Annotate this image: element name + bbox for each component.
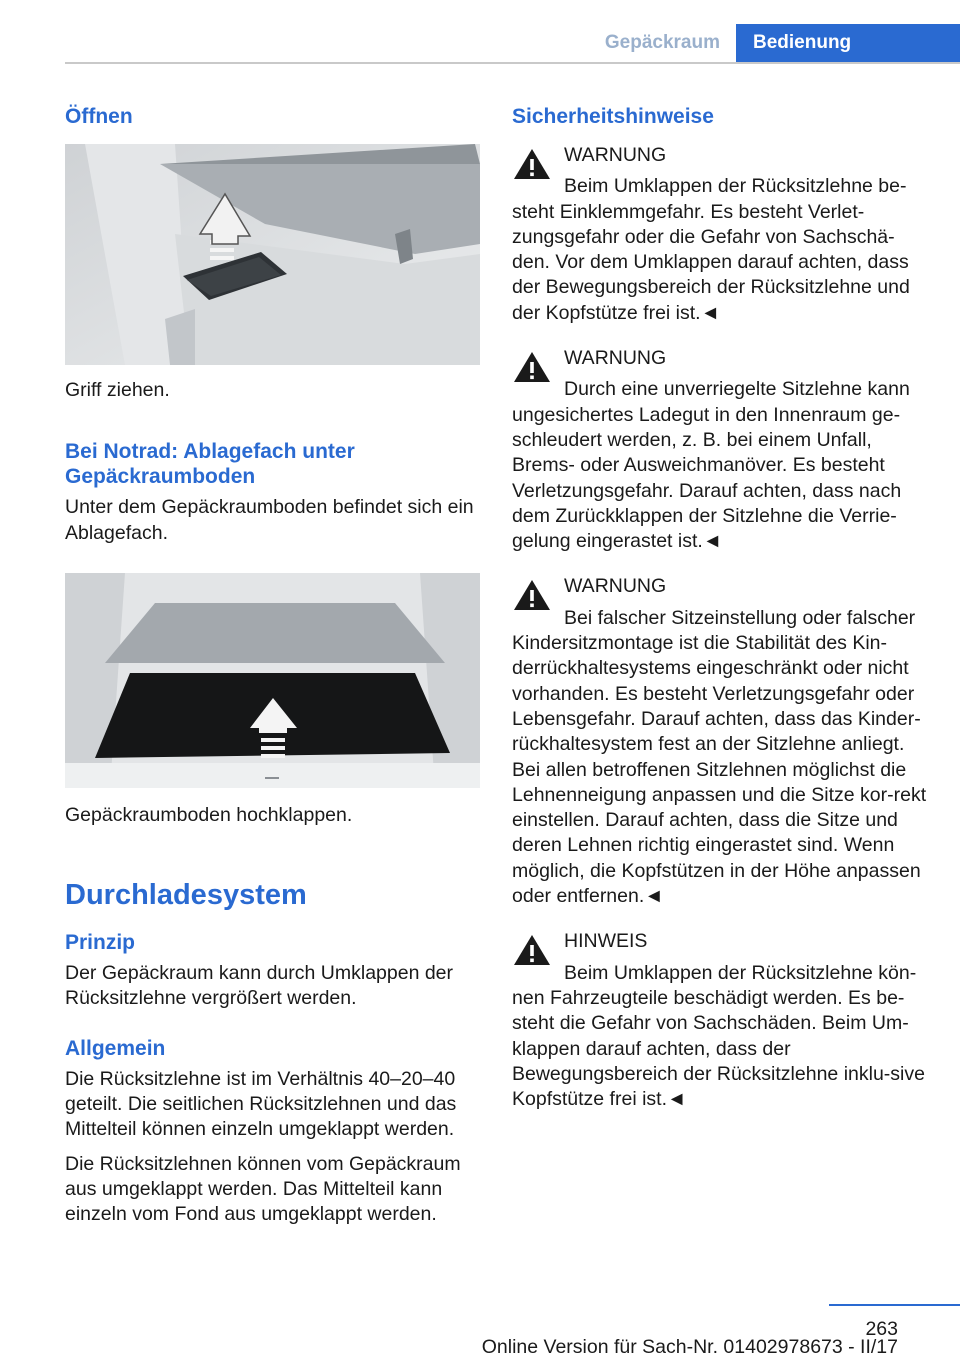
safety-heading: Sicherheitshinweise bbox=[512, 105, 714, 128]
warning-triangle-icon bbox=[512, 578, 552, 612]
notice-first-line: Bei falscher Sitzeinstellung oder falscher bbox=[564, 606, 916, 629]
section-tab: Gepäckraum bbox=[604, 32, 720, 53]
page-footer bbox=[0, 1300, 960, 1362]
notice-first-line: Beim Umklappen der Rücksitzlehne be- bbox=[564, 175, 907, 198]
notice-label: WARNUNG bbox=[564, 575, 667, 598]
notice-rest: ungesichertes Ladegut in den Innenraum ge-schleudert werden, z. B. bei einem Unfall, Brems- oder Ausweichmanöver. Es besteht Verletzungsgefahr. Darauf achten, dass nach dem Zurückklappen der Sitzlehne die Verrie-gelung eingerastet ist.◄ bbox=[512, 403, 902, 553]
notice-2 bbox=[512, 346, 927, 554]
footer-rule bbox=[829, 1304, 960, 1306]
warning-triangle-icon bbox=[512, 147, 552, 181]
notice-4 bbox=[512, 929, 927, 1112]
notice-rest: nen Fahrzeugteile beschädigt werden. Es be-steht die Gefahr von Sachschäden. Beim Um-klappen darauf achten, dass der Bewegungsbereich der Rücksitzlehne inklu-sive Kopfstütze frei ist.◄ bbox=[512, 986, 925, 1111]
warning-triangle-icon bbox=[512, 933, 552, 967]
notice-1 bbox=[512, 143, 927, 326]
general-heading: Allgemein bbox=[65, 1036, 166, 1060]
open-heading: Öffnen bbox=[65, 105, 133, 128]
chapter-tab: Bedienung bbox=[736, 24, 960, 64]
right-column bbox=[512, 100, 927, 1112]
general-text-2: Die Rücksitzlehnen können vom Gepäckraum aus umgeklappt werden. Das Mittelteil kann einzeln vom Fond aus umgeklappt werden. bbox=[65, 1152, 461, 1226]
open-caption: Griff ziehen. bbox=[65, 379, 170, 401]
general-text-1: Die Rücksitzlehne ist im Verhältnis 40–20–40 geteilt. Die seitlichen Rücksitzlehnen und das Mittelteil können einzeln umgeklappt werden. bbox=[65, 1067, 457, 1141]
notice-first-line: Beim Umklappen der Rücksitzlehne kön- bbox=[564, 961, 917, 984]
notice-label: WARNUNG bbox=[564, 347, 667, 370]
notice-text bbox=[512, 961, 927, 1113]
trunk-floor-photo bbox=[65, 573, 480, 788]
page-number: 263 bbox=[865, 1318, 898, 1340]
version-note: Online Version für Sach-Nr. 01402978673 - II/17 bbox=[481, 1336, 898, 1358]
principle-heading: Prinzip bbox=[65, 931, 136, 955]
notice-rest: Kindersitzmontage ist die Stabilität des Kin-derrückhaltesystems eingeschränkt oder nicht vorhanden. Es besteht Verletzungsgefahr oder Lebensgefahr. Darauf achten, dass das Kinder-rückhaltesystem fest an der Sitzlehne anliegt. Bei allen betroffenen Sitzlehnen möglichst die Lehnenneigung anpassen und die Sitze kor-rekt einstellen. Darauf achten, dass die Sitze und deren Lehnen richtig eingerastet sind. Wenn möglich, die Kopfstützen in der Höhe anpassen oder entfernen.◄ bbox=[512, 632, 927, 908]
notice-label: HINWEIS bbox=[564, 930, 648, 953]
notice-label: WARNUNG bbox=[564, 144, 667, 166]
notice-text bbox=[512, 377, 927, 554]
trunk-handle-photo bbox=[65, 144, 480, 365]
warning-triangle-icon bbox=[512, 350, 552, 384]
emergency-heading: Bei Notrad: Ablagefach unter Gepäckraumboden bbox=[65, 440, 355, 489]
notice-first-line: Durch eine unverriegelte Sitzlehne kann bbox=[564, 378, 910, 401]
emergency-text: Unter dem Gepäckraumboden befindet sich ein Ablagefach. bbox=[65, 496, 474, 544]
principle-text: Der Gepäckraum kann durch Umklappen der Rücksitzlehne vergrößert werden. bbox=[65, 962, 454, 1010]
notice-text bbox=[512, 606, 927, 910]
header-rule bbox=[65, 62, 960, 64]
page-header bbox=[65, 24, 960, 64]
notice-3 bbox=[512, 574, 927, 909]
floor-caption: Gepäckraumboden hochklappen. bbox=[65, 803, 353, 826]
notice-rest: steht Einklemmgefahr. Es besteht Verlet-zungsgefahr oder die Gefahr von Sachschä-den. Vor dem Umklappen darauf achten, dass der Bewegungsbereich der Rücksitzlehne und der Kopfstütze frei ist.◄ bbox=[512, 200, 910, 324]
system-heading: Durchladesystem bbox=[65, 879, 307, 912]
left-column bbox=[65, 100, 480, 1228]
notice-text bbox=[512, 174, 927, 326]
